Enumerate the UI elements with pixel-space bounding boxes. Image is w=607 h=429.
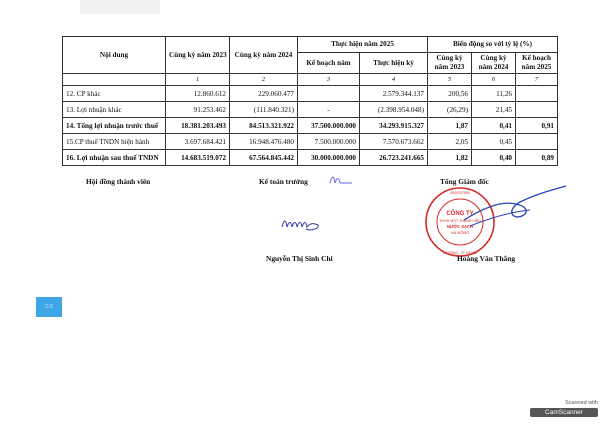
header-thuc-hien-2025: Thực hiện năm 2025 [298, 37, 428, 53]
cell-pct-2023: 1,87 [428, 118, 472, 134]
cell-pct-2023: 2,05 [428, 134, 472, 150]
svg-text:0500237894: 0500237894 [450, 191, 470, 195]
col-index: 7 [516, 74, 558, 86]
cell-2024: (111.840.321) [230, 102, 298, 118]
camscanner-watermark [530, 400, 598, 417]
header-cung-ky-2023: Cùng kỳ năm 2023 [166, 37, 230, 74]
svg-text:TNHH MỘT THÀNH VIÊN: TNHH MỘT THÀNH VIÊN [439, 219, 481, 223]
financial-results-table [62, 36, 558, 166]
cell-pct-2024: 21,45 [472, 102, 516, 118]
accountant-initial-mark [328, 173, 354, 187]
svg-text:NƯỚC SẠCH: NƯỚC SẠCH [446, 224, 474, 229]
cell-2023: 12.860.612 [166, 86, 230, 102]
cell-thuc-hien: 34.293.915.327 [360, 118, 428, 134]
cell-2024: 16.948.476.480 [230, 134, 298, 150]
cell-pct-2023: 200,56 [428, 86, 472, 102]
director-name: Hoàng Văn Thắng [457, 254, 516, 263]
cell-2023: 14.683.519.072 [166, 150, 230, 166]
cell-2024: 84.513.321.922 [230, 118, 298, 134]
header-ck-2024: Cùng kỳ năm 2024 [472, 53, 516, 74]
cell-pct-2025 [516, 134, 558, 150]
cell-pct-2024: 0,45 [472, 134, 516, 150]
svg-text:CÔNG TY: CÔNG TY [446, 211, 474, 217]
svg-text:HÀ ĐÔNG: HÀ ĐÔNG [450, 230, 470, 235]
faded-header-remnant [80, 0, 160, 14]
cell-ke-hoach: 7.500.000.000 [298, 134, 360, 150]
table-row [63, 134, 558, 150]
row-label: 12. CP khác [63, 86, 166, 102]
column-index-row [63, 74, 558, 86]
col-index: 6 [472, 74, 516, 86]
header-thuc-hien-ky: Thực hiện kỳ [360, 53, 428, 74]
cell-thuc-hien: 7.570.673.662 [360, 134, 428, 150]
table-header-row [63, 37, 558, 53]
table-row [63, 102, 558, 118]
scanner-label: Scanned with [564, 400, 598, 406]
scanner-badge: CamScanner [530, 408, 598, 417]
cell-thuc-hien: (2.398.954.048) [360, 102, 428, 118]
table-row [63, 86, 558, 102]
col-index: 1 [166, 74, 230, 86]
cell-pct-2024: 0,40 [472, 150, 516, 166]
header-cung-ky-2024: Cùng kỳ năm 2024 [230, 37, 298, 74]
accountant-name: Nguyễn Thị Sinh Chi [266, 254, 333, 263]
col-index: 3 [298, 74, 360, 86]
cell-pct-2024: 11,26 [472, 86, 516, 102]
header-kh-2025: Kế hoạch năm 2025 [516, 53, 558, 74]
col-index: 4 [360, 74, 428, 86]
header-ke-hoach-nam: Kế hoạch năm [298, 53, 360, 74]
cell-2023: 18.381.203.493 [166, 118, 230, 134]
cell-2024: 229.060.477 [230, 86, 298, 102]
col-index: 2 [230, 74, 298, 86]
cell-pct-2025 [516, 86, 558, 102]
cell-pct-2025 [516, 102, 558, 118]
svg-text:HÀ ĐÔNG - TP. HÀ NỘI: HÀ ĐÔNG - TP. HÀ NỘI [442, 251, 478, 255]
table-row [63, 150, 558, 166]
cell-pct-2025: 0,91 [516, 118, 558, 134]
cell-pct-2024: 0,41 [472, 118, 516, 134]
col-index: 5 [428, 74, 472, 86]
director-signature [460, 180, 570, 240]
cell-2023: 91.253.462 [166, 102, 230, 118]
cell-2024: 67.564.845.442 [230, 150, 298, 166]
council-label: Hội đồng thành viên [86, 177, 151, 186]
cell-ke-hoach-dash: - [298, 102, 360, 118]
row-label: 15.CP thuế TNDN hiện hành [63, 134, 166, 150]
cell-ke-hoach: 37.500.000.000 [298, 118, 360, 134]
accountant-title: Kế toán trưởng [259, 177, 308, 186]
header-ck-2023: Cùng kỳ năm 2023 [428, 53, 472, 74]
accountant-signature [280, 215, 328, 235]
cell-ke-hoach [298, 86, 360, 102]
cell-2023: 3.697.684.421 [166, 134, 230, 150]
header-noi-dung: Nội dung [63, 37, 166, 74]
header-bien-dong: Biến động so với tỷ lệ (%) [428, 37, 558, 53]
cell-ke-hoach: 30.000.000.000 [298, 150, 360, 166]
sticky-note: 2/2 [36, 297, 62, 317]
row-label: 13. Lợi nhuận khác [63, 102, 166, 118]
director-title: Tổng Giám đốc [440, 177, 489, 186]
row-label: 16. Lợi nhuận sau thuế TNDN [63, 150, 166, 166]
row-label: 14. Tổng lợi nhuận trước thuế [63, 118, 166, 134]
cell-pct-2023: 1,82 [428, 150, 472, 166]
cell-pct-2025: 0,89 [516, 150, 558, 166]
cell-thuc-hien: 26.723.241.665 [360, 150, 428, 166]
cell-pct-2023: (26,29) [428, 102, 472, 118]
table-row [63, 118, 558, 134]
cell-thuc-hien: 2.579.344.137 [360, 86, 428, 102]
